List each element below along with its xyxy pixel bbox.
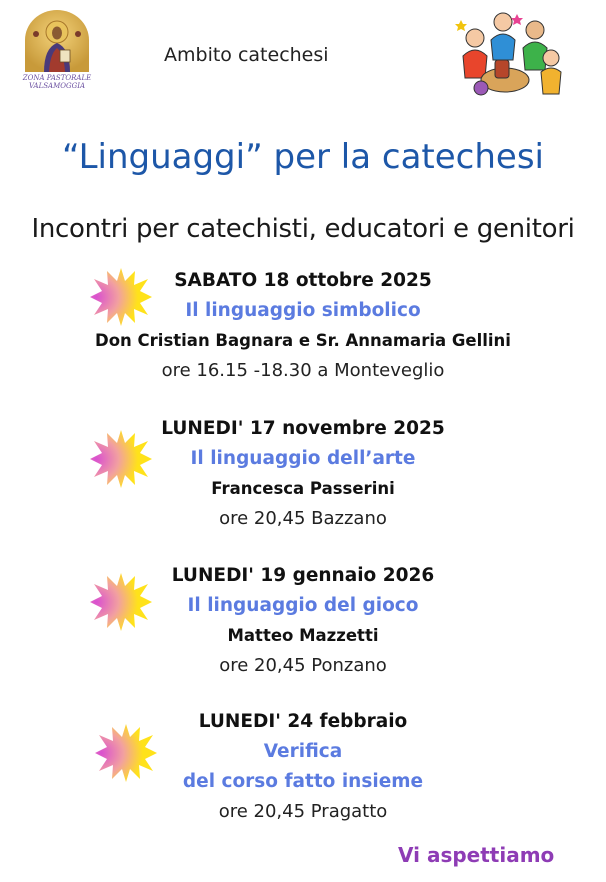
- page-title: “Linguaggi” per la catechesi: [62, 137, 544, 177]
- event-time: ore 20,45 Pragatto: [218, 801, 388, 822]
- logo-text-line-2: VALSAMOGGIA: [28, 82, 86, 90]
- event-date: LUNEDI' 19 gennaio 2026: [171, 565, 435, 586]
- event-topic: Il linguaggio del gioco: [187, 595, 419, 616]
- event-4: [0, 707, 606, 827]
- event-date: LUNEDI' 24 febbraio: [198, 711, 408, 732]
- event-date: LUNEDI' 17 novembre 2025: [161, 418, 445, 439]
- event-speaker: Don Cristian Bagnara e Sr. Annamaria Gellini: [95, 331, 511, 350]
- event-2: [0, 414, 606, 534]
- event-time: ore 20,45 Ponzano: [219, 655, 387, 676]
- event-time: ore 16.15 -18.30 a Monteveglio: [161, 360, 445, 381]
- page-subtitle: Incontri per catechisti, educatori e genitori: [31, 214, 575, 244]
- logo-text-line-1: ZONA PASTORALE: [22, 74, 92, 82]
- event-topic: Verifica: [263, 741, 343, 762]
- event-1: [0, 266, 606, 386]
- event-speaker: Matteo Mazzetti: [227, 626, 379, 645]
- event-time: ore 20,45 Bazzano: [219, 508, 387, 529]
- event-speaker: Francesca Passerini: [211, 479, 395, 498]
- people-celebrating-illustration: [455, 8, 563, 102]
- event-topic: Il linguaggio dell’arte: [190, 448, 416, 469]
- event-topic: Il linguaggio simbolico: [185, 300, 421, 321]
- zona-pastorale-logo: [22, 10, 92, 94]
- event-date: SABATO 18 ottobre 2025: [174, 270, 432, 291]
- ambito-label: Ambito catechesi: [164, 44, 329, 66]
- event-3: [0, 561, 606, 681]
- closing-text: Vi aspettiamo: [398, 843, 555, 867]
- event-topic-line-2: del corso fatto insieme: [182, 771, 424, 792]
